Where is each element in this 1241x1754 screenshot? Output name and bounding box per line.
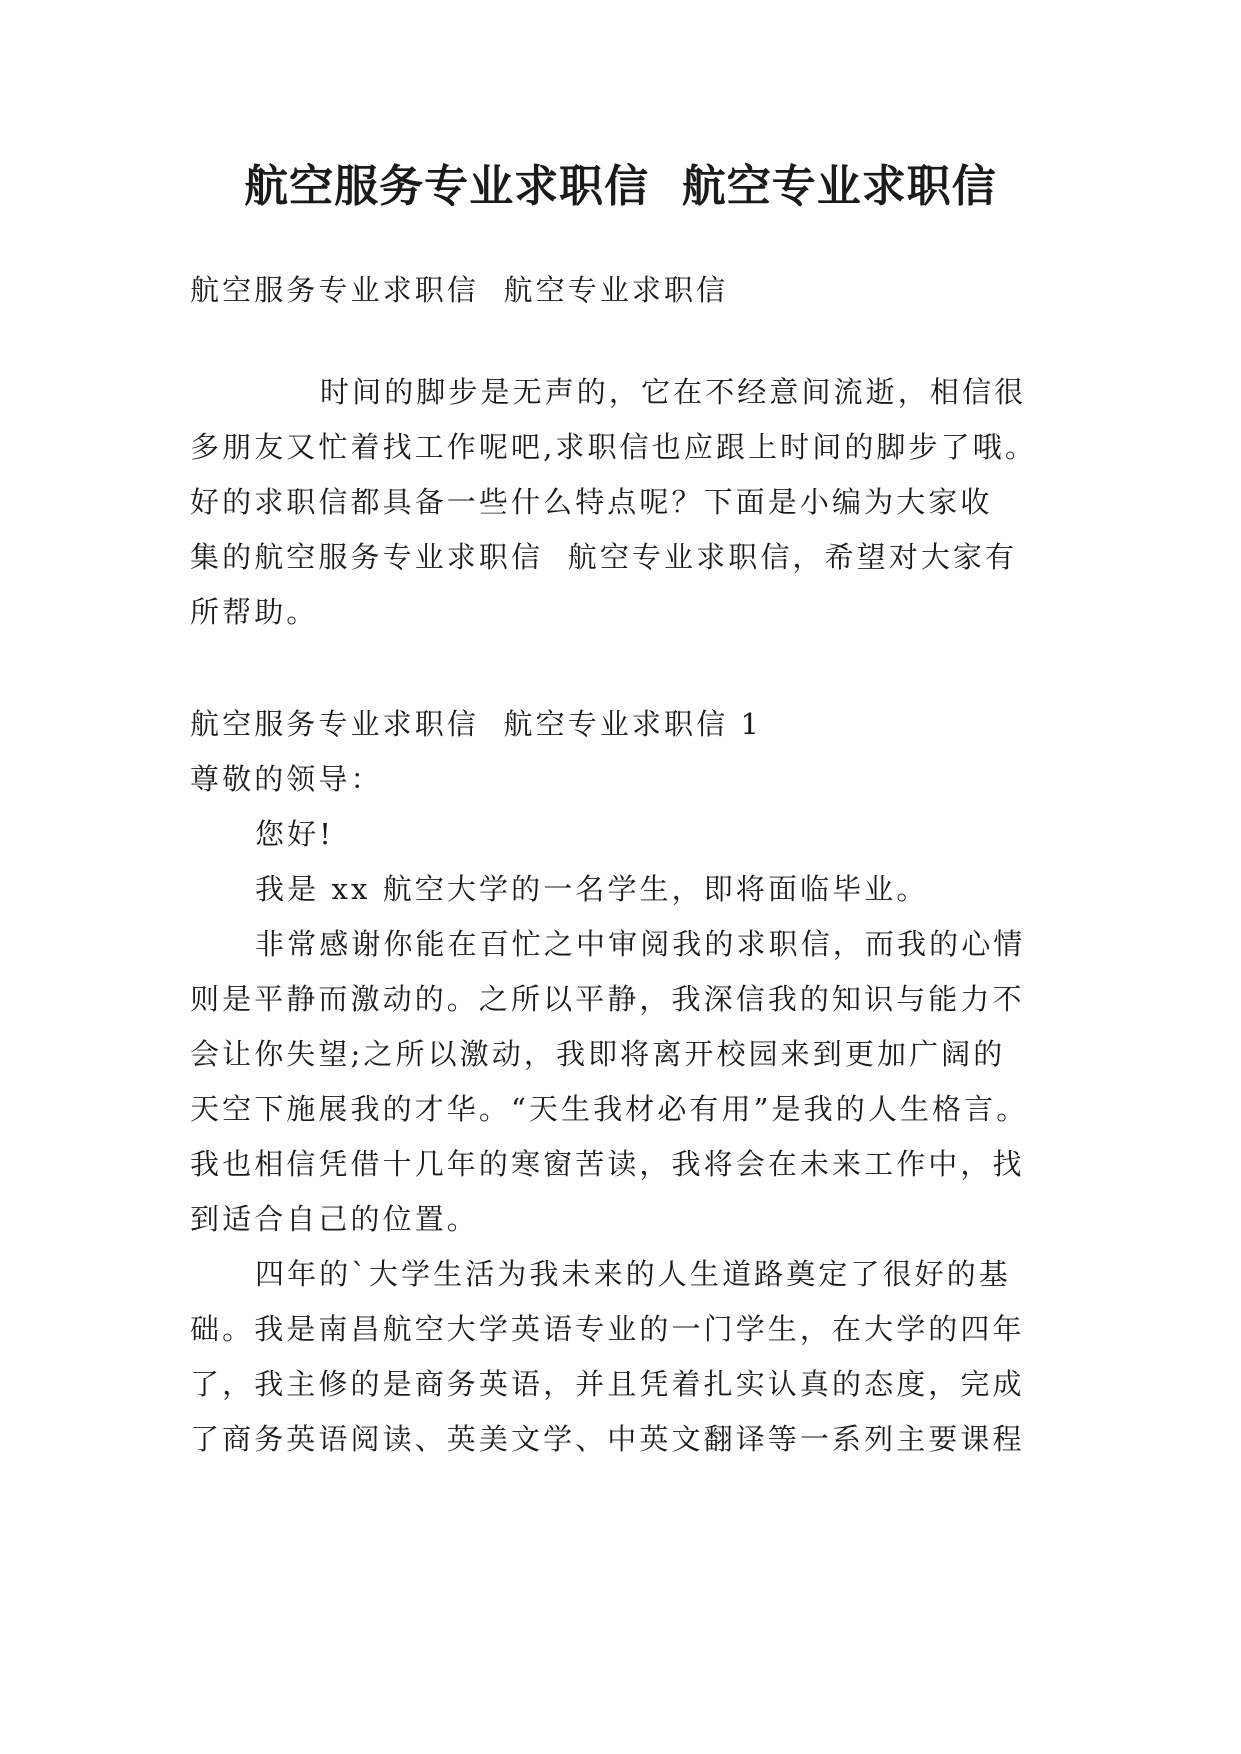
paragraph-line: 会让你失望;之所以激动，我即将离开校园来到更加广阔的 xyxy=(190,1037,1006,1071)
section-heading: 航空服务专业求职信 航空专业求职信 1 xyxy=(190,707,763,741)
paragraph-line: 四年的`大学生活为我未来的人生道路奠定了很好的基 xyxy=(255,1257,1011,1291)
paragraph-line: 非常感谢你能在百忙之中审阅我的求职信，而我的心情 xyxy=(255,927,1026,961)
greeting: 您好! xyxy=(255,817,334,851)
paragraph-line: 了商务英语阅读、英美文学、中英文翻译等一系列主要课程 xyxy=(190,1422,1025,1456)
paragraph-line: 础。我是南昌航空大学英语专业的一门学生，在大学的四年 xyxy=(190,1312,1025,1346)
body-paragraph: 我是 xx 航空大学的一名学生，即将面临毕业。 xyxy=(255,872,929,906)
intro-line: 多朋友又忙着找工作呢吧,求职信也应跟上时间的脚步了哦。 xyxy=(190,430,1037,464)
paragraph-line: 我也相信凭借十几年的寒窗苦读，我将会在未来工作中，找 xyxy=(190,1147,1025,1181)
paragraph-line: 到适合自己的位置。 xyxy=(190,1202,479,1236)
intro-line: 时间的脚步是无声的，它在不经意间流逝，相信很 xyxy=(320,375,1027,409)
document-subtitle: 航空服务专业求职信 航空专业求职信 xyxy=(190,273,729,307)
intro-line: 所帮助。 xyxy=(190,595,319,629)
intro-line: 好的求职信都具备一些什么特点呢？下面是小编为大家收 xyxy=(190,485,993,519)
salutation: 尊敬的领导： xyxy=(190,762,383,796)
intro-line: 集的航空服务专业求职信 航空专业求职信，希望对大家有 xyxy=(190,540,1018,574)
paragraph-line: 则是平静而激动的。之所以平静，我深信我的知识与能力不 xyxy=(190,982,1025,1016)
paragraph-line: 了，我主修的是商务英语，并且凭着扎实认真的态度，完成 xyxy=(190,1367,1025,1401)
paragraph-line: 天空下施展我的才华。“天生我材必有用”是我的人生格言。 xyxy=(190,1092,1029,1126)
document-title: 航空服务专业求职信 航空专业求职信 xyxy=(244,161,997,212)
